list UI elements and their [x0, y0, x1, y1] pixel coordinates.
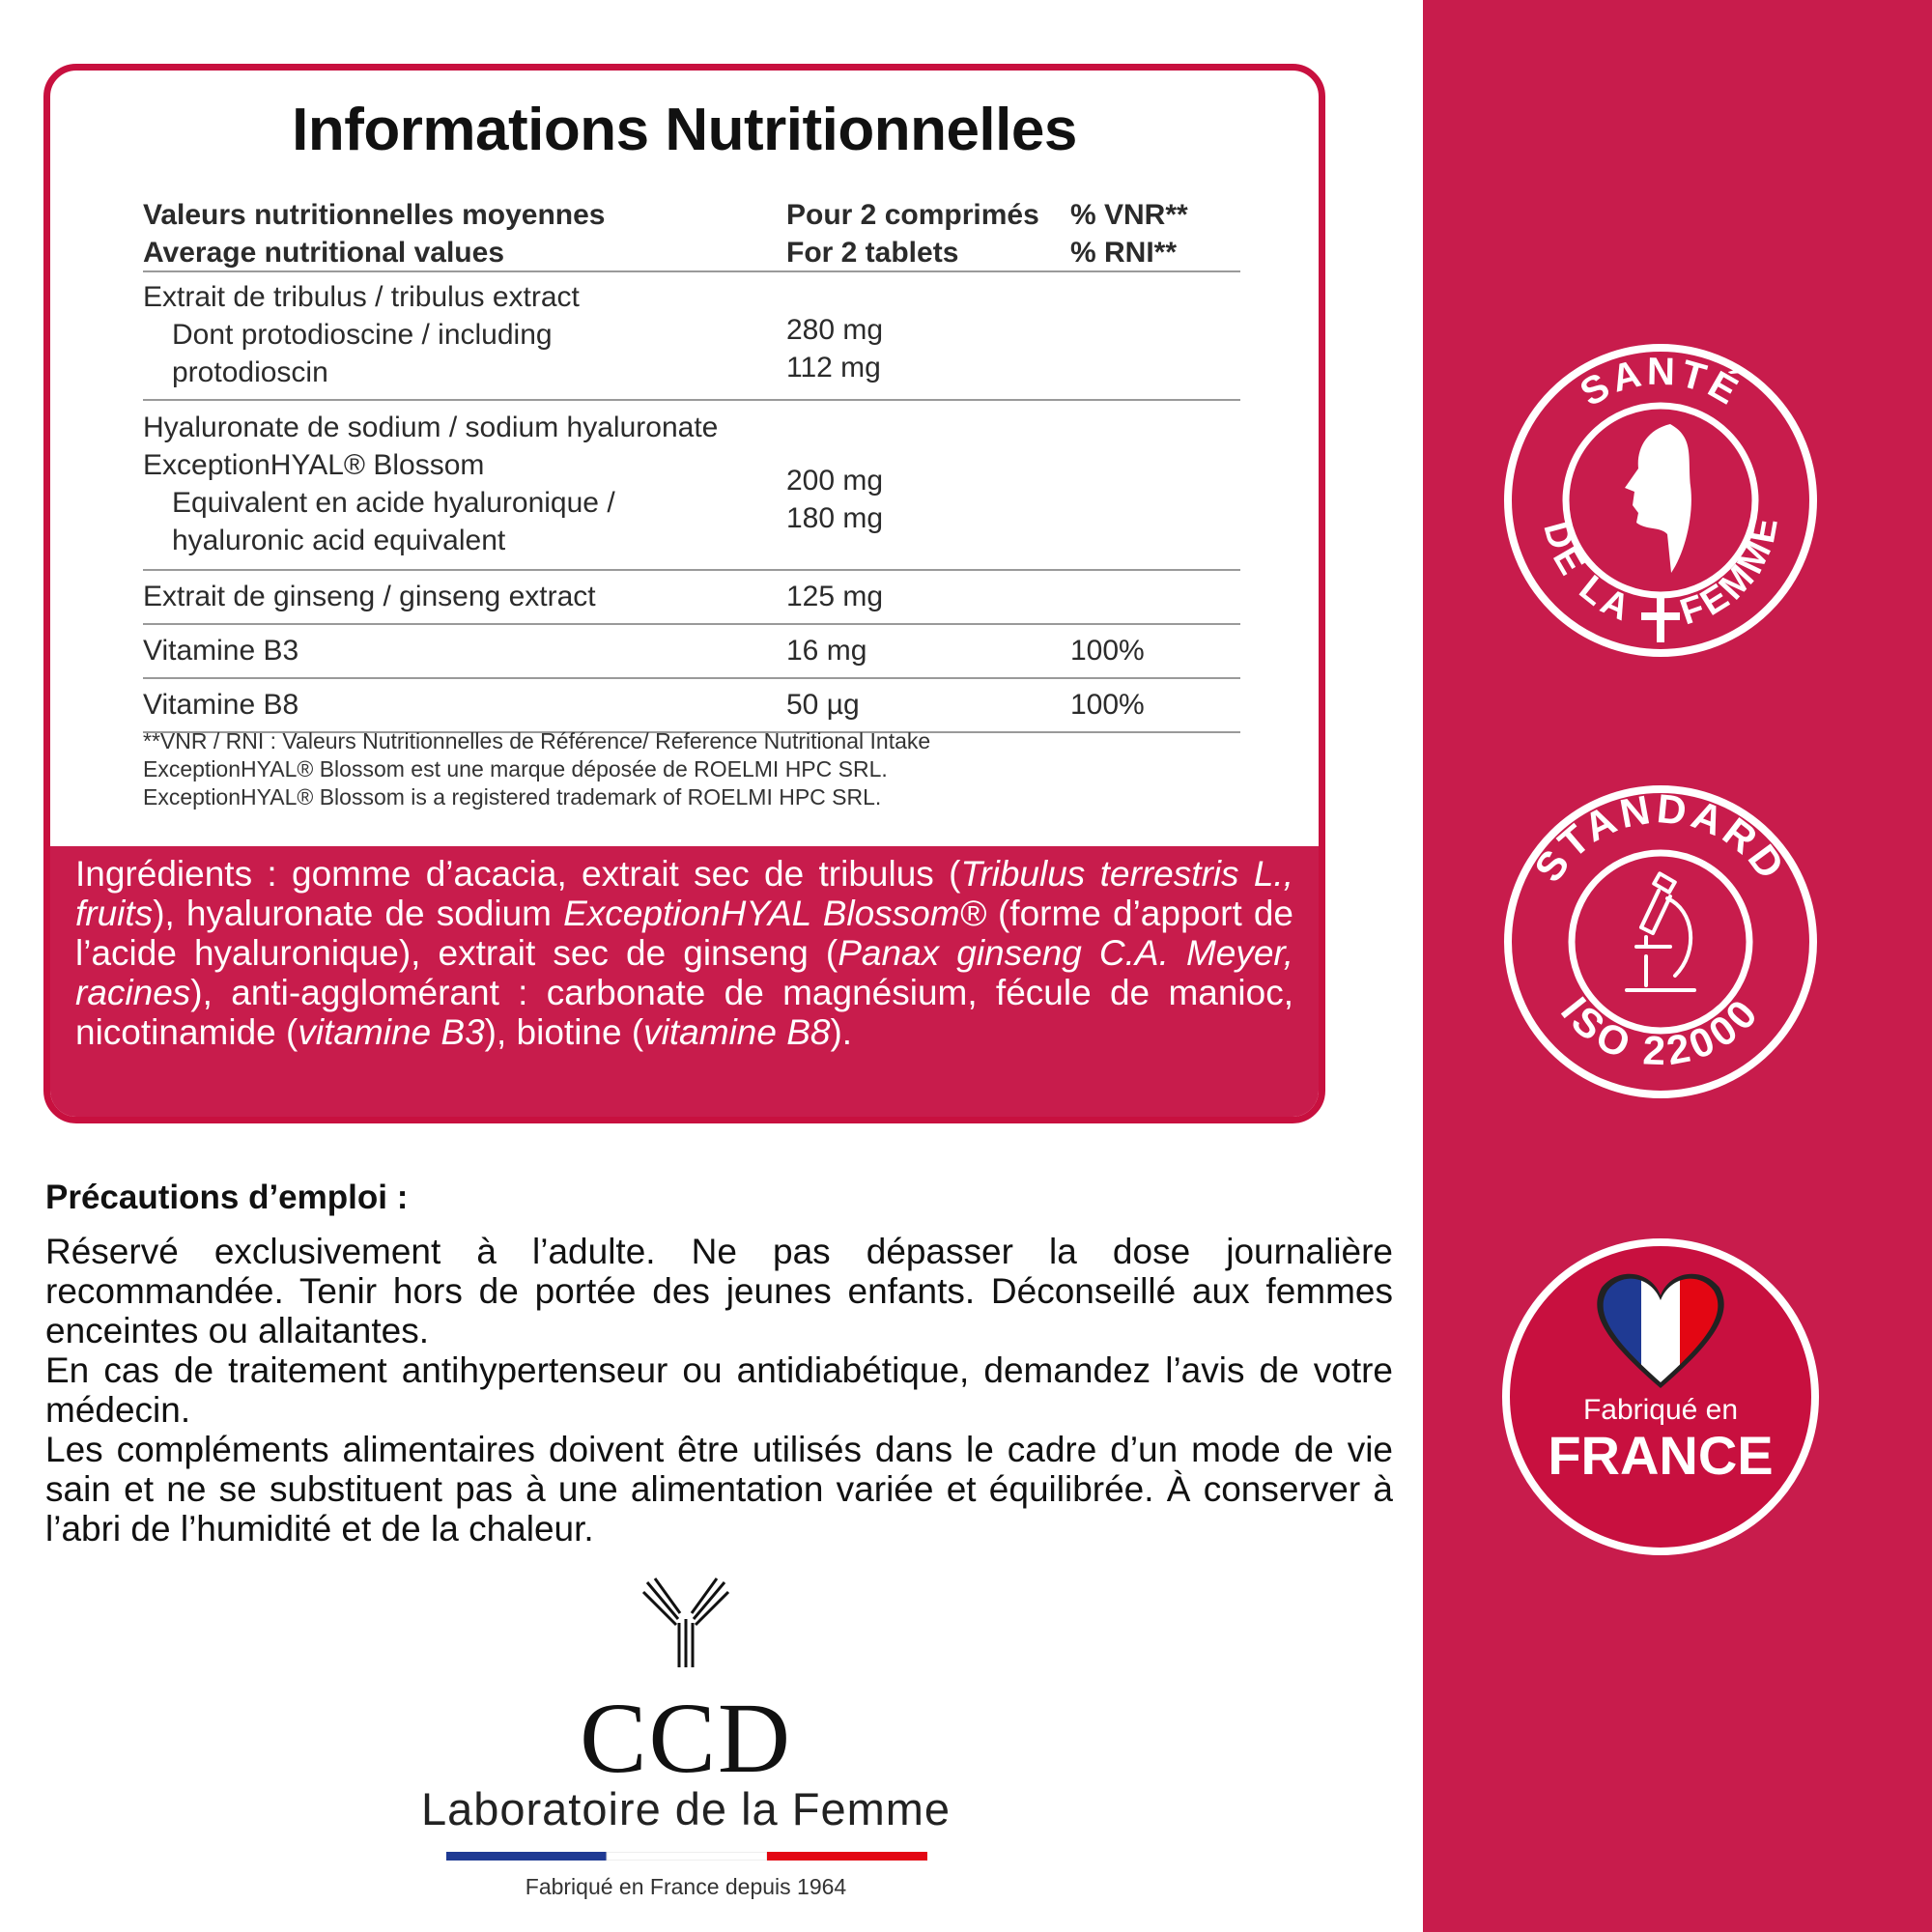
microscope-icon: [1627, 873, 1694, 990]
brand-name: Laboratoire de la Femme: [420, 1783, 952, 1834]
ingredients-brand: ExceptionHYAL Blossom®: [563, 894, 986, 933]
france-text: FRANCE: [1548, 1425, 1774, 1486]
svg-text:FEMME: [1675, 511, 1786, 633]
header-col1: [143, 196, 605, 271]
row-label-sub: Equivalent en acide hyaluronique /: [172, 487, 615, 519]
ingredients-panel: [50, 846, 1319, 1123]
row-vnr: 100%: [1070, 635, 1145, 667]
footnote: ExceptionHYAL® Blossom is a registered trademark of ROELMI HPC SRL.: [143, 784, 882, 810]
table-row: [143, 401, 1240, 571]
brand-logo: [386, 1575, 985, 1913]
header-col1-en: Average nutritional values: [143, 237, 505, 269]
header-col1-fr: Valeurs nutritionnelles moyennes: [143, 199, 606, 231]
precautions-title: Précautions d’emploi :: [45, 1179, 409, 1216]
row-label: [143, 409, 718, 559]
ingredients-part: ).: [830, 1012, 853, 1052]
femme-text: FEMME: [1675, 511, 1787, 634]
row-label-sub: Dont protodioscine / including: [172, 319, 553, 351]
precautions-body: [45, 1232, 1393, 1548]
ingredients-part: ), hyaluronate de sodium: [153, 894, 564, 933]
row-label-sub: hyaluronic acid equivalent: [172, 525, 506, 556]
svg-text:DE LA: [1535, 517, 1639, 631]
table-row: [143, 625, 1240, 679]
iso-standard-badge: [1501, 782, 1820, 1101]
ingredients-vitamin: vitamine B3: [298, 1012, 485, 1052]
row-amount: 125 mg: [786, 581, 884, 612]
header-col3-fr: % VNR**: [1070, 199, 1188, 231]
ingredients-latin: Panax ginseng C.A. Meyer, racines: [75, 933, 1293, 1012]
footnote: **VNR / RNI : Valeurs Nutritionnelles de Référence/ Reference Nutritional Intake: [143, 728, 931, 753]
row-amount: [786, 311, 883, 386]
female-symbol-icon: [1641, 594, 1680, 642]
brand-tagline: Fabriqué en France depuis 1964: [525, 1874, 847, 1899]
nutrition-card: [43, 64, 1325, 1123]
svg-text:ISO 22000: [1552, 988, 1769, 1074]
sante-text: SANTÉ: [1573, 350, 1748, 415]
ingredients-part: Ingrédients : gomme d’acacia, extrait sec de tribulus (: [75, 854, 961, 894]
ingredients-part: ), anti-agglomérant : carbonate de magnésium, fécule de manioc, nicotinamide (: [75, 973, 1293, 1052]
brand-ccd: CCD: [580, 1683, 792, 1794]
row-label-main: Extrait de tribulus / tribulus extract: [143, 281, 580, 313]
header-col2-en: For 2 tablets: [786, 237, 959, 269]
row-amount-main: 280 mg: [786, 314, 884, 346]
header-col2-fr: Pour 2 comprimés: [786, 199, 1039, 231]
header-col2: [786, 196, 1039, 271]
ingredients-text: [75, 854, 1293, 1052]
table-row: [143, 679, 1240, 733]
row-amount-main: 200 mg: [786, 465, 884, 497]
nutrition-title: Informations Nutritionnelles: [292, 97, 1077, 163]
made-in-france-badge: [1501, 1237, 1820, 1556]
nutrition-table: [143, 190, 1240, 733]
footnote: ExceptionHYAL® Blossom est une marque déposée de ROELMI HPC SRL.: [143, 756, 888, 781]
row-label: [143, 278, 580, 391]
table-row: [143, 571, 1240, 625]
row-label: Vitamine B8: [143, 689, 299, 721]
table-header: [143, 190, 1240, 272]
precautions-paragraph: En cas de traitement antihypertenseur ou antidiabétique, demandez l’avis de votre médecin.: [45, 1350, 1393, 1430]
woman-profile-icon: [1625, 424, 1691, 573]
ingredients-part: (forme d’apport de l’acide hyaluronique), extrait sec de ginseng (: [75, 894, 1294, 973]
made-in-france-seal: [1501, 1237, 1820, 1556]
iso-text: ISO 22000: [1552, 987, 1770, 1074]
row-amount: [786, 462, 883, 537]
tricolor-line: [446, 1852, 927, 1861]
header-col3-en: % RNI**: [1070, 237, 1178, 269]
footnotes: [143, 727, 930, 811]
precautions-paragraph: Réservé exclusivement à l’adulte. Ne pas dépasser la dose journalière recommandée. Tenir hors de portée des jeunes enfants. Déconseillé aux femmes enceintes ou allaitantes.: [45, 1232, 1393, 1350]
row-label-sub: protodioscin: [172, 356, 328, 388]
row-label-main: Hyaluronate de sodium / sodium hyaluronate: [143, 412, 719, 443]
header-col3: [1070, 196, 1188, 271]
row-label: Vitamine B3: [143, 635, 299, 667]
sante-femme-badge: [1501, 341, 1820, 660]
row-label-brand: ExceptionHYAL® Blossom: [143, 449, 485, 481]
row-amount: 16 mg: [786, 635, 867, 667]
row-amount-sub: 112 mg: [786, 352, 881, 384]
ingredients-part: ), biotine (: [484, 1012, 644, 1052]
de-la-text: DE LA: [1535, 517, 1640, 632]
sante-femme-seal: [1501, 341, 1820, 660]
ingredients-latin: Tribulus terrestris L., fruits: [75, 854, 1293, 933]
standard-text: STANDARD: [1525, 785, 1796, 891]
table-row: [143, 272, 1240, 401]
wheat-emblem-icon: [639, 1575, 732, 1671]
row-label: Extrait de ginseng / ginseng extract: [143, 581, 596, 612]
iso-standard-seal: [1501, 782, 1820, 1101]
row-amount: 50 µg: [786, 689, 860, 721]
fabrique-en-text: Fabriqué en: [1582, 1394, 1739, 1426]
ingredients-vitamin: vitamine B8: [643, 1012, 831, 1052]
row-amount-sub: 180 mg: [786, 502, 884, 534]
row-vnr: 100%: [1070, 689, 1145, 721]
precautions-paragraph: Les compléments alimentaires doivent être utilisés dans le cadre d’un mode de vie sain et ne se substituent pas à une alimentation variée et équilibrée. À conserver à l’abri de l’humidité et de la chaleur.: [45, 1430, 1393, 1548]
